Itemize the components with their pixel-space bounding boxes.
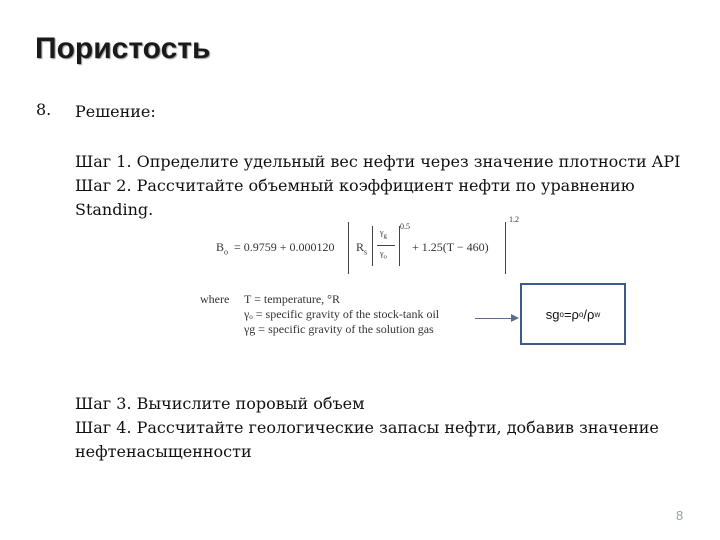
step-3-text: Шаг 3. Вычислите поровый объем bbox=[75, 394, 365, 413]
equation-terms: = 0.9759 + 0.000120 bbox=[234, 240, 335, 254]
equation-lhs: $B_o$ bbox=[216, 240, 229, 257]
gamma-gas: $\gamma_g$ bbox=[380, 228, 387, 240]
sg-label: sg bbox=[545, 306, 560, 322]
steps-bottom bbox=[75, 392, 659, 464]
step-2-continuation: Standing. bbox=[75, 200, 154, 219]
inner-bracket-right bbox=[399, 226, 400, 266]
right-bracket bbox=[505, 222, 506, 274]
where-label: where bbox=[200, 292, 230, 306]
inner-bracket-left bbox=[372, 226, 373, 266]
definition-temperature: T = temperature, °R bbox=[244, 292, 340, 306]
arrow-right-icon bbox=[511, 314, 519, 322]
where-definitions bbox=[244, 292, 439, 337]
step-4-text: Шаг 4. Рассчитайте геологические запасы нефти, добавив значение bbox=[75, 418, 659, 437]
page-number: 8 bbox=[676, 508, 684, 523]
fraction-bar bbox=[377, 245, 395, 246]
step-1-text: Шаг 1. Определите удельный вес нефти через значение плотности API bbox=[75, 152, 681, 171]
step-4-continuation: нефтенасыщенности bbox=[75, 442, 252, 461]
gamma-oil: $\gamma_o$ bbox=[380, 249, 387, 261]
rho-oil-subscript: o bbox=[578, 309, 584, 319]
item-number: 8. bbox=[36, 100, 52, 119]
slide-title: Пористость bbox=[35, 32, 211, 65]
outer-exponent: 1.2 bbox=[509, 215, 519, 224]
arrow-line bbox=[475, 318, 513, 319]
step-2-text: Шаг 2. Рассчитайте объемный коэффициент нефти по уравнению bbox=[75, 176, 635, 195]
inner-exponent: 0.5 bbox=[400, 222, 410, 231]
equation-tail: + 1.25(T − 460) bbox=[412, 240, 489, 254]
rho-water-subscript: w bbox=[594, 309, 601, 319]
definition-gas-gravity: γg = specific gravity of the solution gas bbox=[244, 322, 434, 336]
rho-water-symbol: /ρ bbox=[583, 306, 595, 322]
left-bracket bbox=[348, 222, 349, 274]
sg-subscript: o bbox=[559, 309, 564, 319]
standing-equation bbox=[196, 212, 526, 347]
definition-oil-gravity: γₒ = specific gravity of the stock-tank oil bbox=[244, 307, 440, 321]
solution-heading: Решение: bbox=[75, 102, 156, 121]
equation-rs: $R_s$ bbox=[356, 240, 368, 257]
specific-gravity-box bbox=[520, 283, 626, 345]
rho-oil-symbol: =ρ bbox=[563, 306, 579, 322]
